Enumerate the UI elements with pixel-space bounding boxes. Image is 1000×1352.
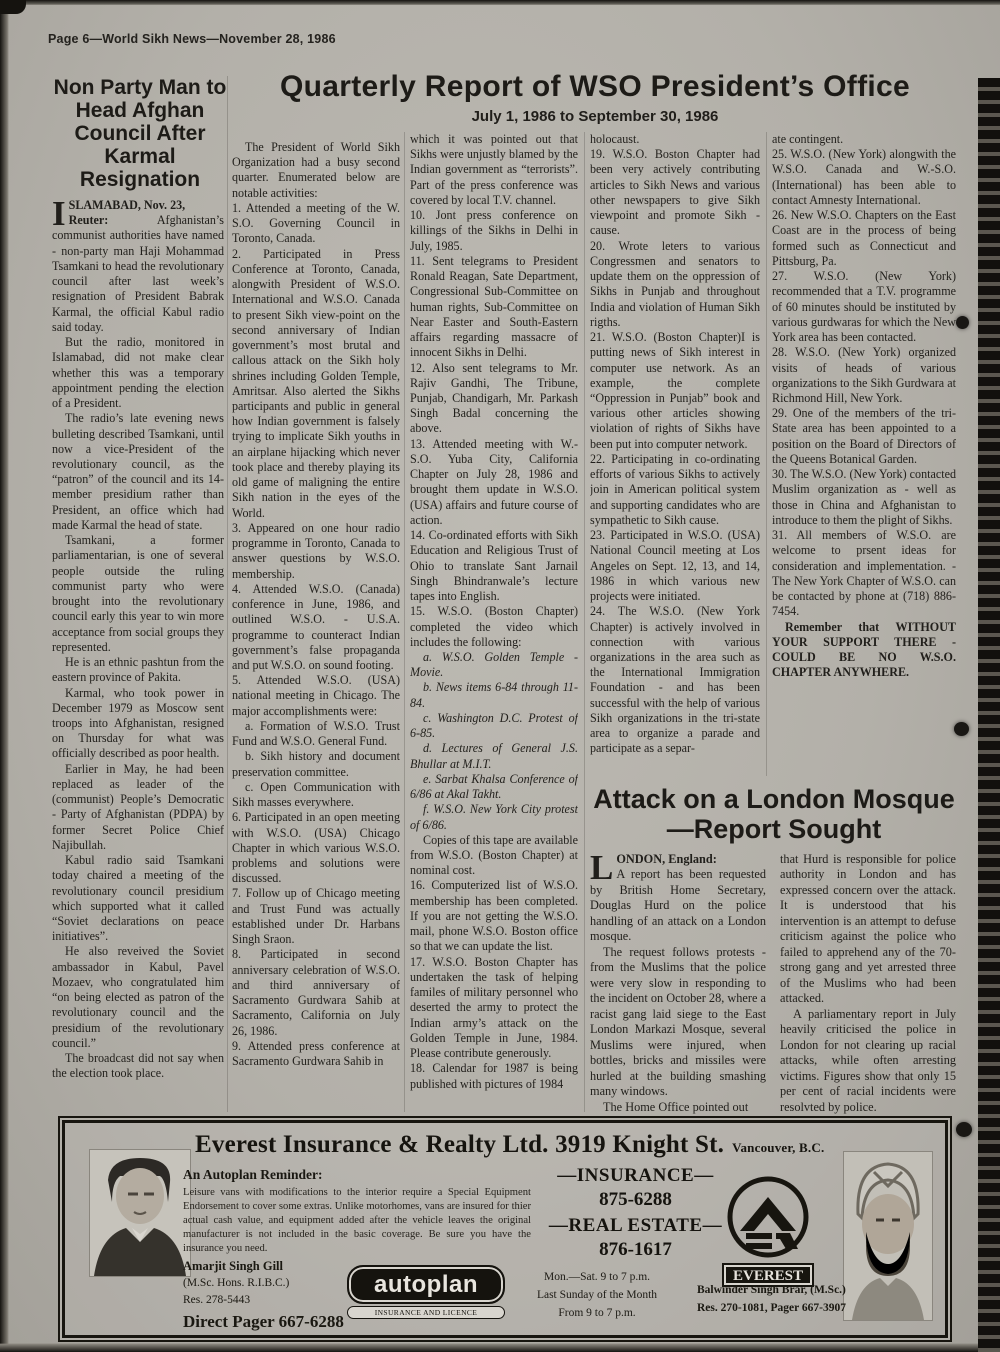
agent2-name: Balwinder Singh Brar, (M.Sc.) (697, 1284, 846, 1296)
portrait-man-turban (844, 1152, 932, 1320)
autoplan-logo-subtext: INSURANCE AND LICENCE (347, 1306, 505, 1319)
insurance-label: —INSURANCE— (557, 1165, 714, 1186)
mosque-article-headline: Attack on a London Mosque—Report Sought (593, 784, 955, 845)
hours-line: From 9 to 7 p.m. (558, 1306, 636, 1319)
paragraph: b. Sikh history and document preservation committee. (232, 749, 400, 779)
agent1-pager: Direct Pager 667-6288 (183, 1312, 344, 1332)
paragraph: 22. Participating in co-ordinating efforts of various Sikhs to actively join in American political system and supporting candidates who are sympathetic to Sikh cause. (590, 451, 760, 527)
agent2-residence-phone: Res. 270-1081, Pager 667-3907 (697, 1302, 846, 1315)
paragraph: holocaust. (590, 132, 640, 146)
agent1-residence-phone: Res. 278-5443 (183, 1293, 251, 1306)
report-subtitle: July 1, 1986 to September 30, 1986 (471, 108, 719, 125)
everest-logo-text: EVEREST (732, 1268, 804, 1284)
agent1-block (183, 1257, 344, 1335)
lead-text: Afghanistan’s communist authorities have named - non-party man Haji Mohammad Tsamkani to head the revolutionary council after last week’s resignation of President Babrak Karmal, the official Kabul radio said today. (52, 213, 224, 334)
paragraph: Copies of this tape are available from W.S.O. (Boston Chapter) at nominal cost. (410, 832, 578, 878)
afghan-article-headline: Non Party Man to Head Afghan Council After Karmal Resignation (53, 76, 227, 192)
drop-cap: L (590, 852, 614, 887)
paragraph: 6. Participated in an open meeting with W.S.O. (USA) Chicago Chapter in which various W.S.O. problems and solutions were discussed. (232, 810, 400, 886)
report-column-4 (772, 132, 956, 780)
autoplan-reminder-heading: An Autoplan Reminder: (183, 1167, 323, 1182)
paragraph: 4. Attended W.S.O. (Canada) conference in June, 1986, and outlined W.S.O. - U.S.A. programme to counteract Indian government’s false propaganda and put W.S.O. on sound footing. (232, 581, 400, 672)
paragraph: 8. Participated in second anniversary celebration of W.S.O. and third anniversary of Sacramento Gurdwara Sahib at Sacramento, California on July 26, 1986. (232, 947, 400, 1038)
scan-corner-mark (0, 0, 26, 14)
dateline: ONDON, England: (616, 852, 717, 866)
paragraph: 17. W.S.O. Boston Chapter has undertaken the task of helping familes of military personnel who deserted the army to protect the Indian army’s attack on the Golden Temple in June, 1984. Please contribute generously. (410, 954, 578, 1061)
paragraph: The request follows protests - from the Muslims that the police were very slow in responding to the incident on October 28, where a racist gang laid siege to the East London Markazi Mosque, several Muslims were injured, when bottles, bricks and missiles were hurled at the building smashing many windows. (590, 944, 766, 1099)
paragraph: that Hurd is responsible for police authority in London and has expressed concern over the attack. It is understood that his intervention is an attempt to defuse criticism against the police who failed to apprehend any of the 70-strong gang and yet arrested three of the Muslims who had been attacked. (780, 852, 956, 1006)
paragraph: e. Sarbat Khalsa Conference of 6/86 at Akal Takht. (410, 771, 578, 802)
hours-line: Last Sunday of the Month (536, 1288, 658, 1301)
mosque-column-1 (590, 852, 766, 1114)
paragraph: 10. Jont press conference on killings of the Sikhs in Delhi in July, 1985. (410, 208, 578, 253)
paragraph: Tsamkani, a former parliamentarian, is one of several people outside the ruling communist party who were brought into the revolutionary council early this year to win more acceptance from social groups they represented. (52, 533, 224, 654)
paragraph: Karmal, who took power in December 1979 as Moscow sent troops into Afghanistan, resigned on Thursday for what was officially described as poor health. (52, 685, 224, 761)
paragraph (590, 852, 766, 945)
column-rule (584, 132, 585, 1112)
paragraph: 13. Attended meeting with W.-S.O. Yuba City, California Chapter on July 28, 1986 and brought them update in W.S.O. (USA) affairs and future course of action. (410, 436, 578, 527)
hours-line: Mon.—Sat. 9 to 7 p.m. (543, 1271, 651, 1283)
mosque-column-2 (780, 852, 956, 1114)
scan-edge-bottom (0, 1343, 1000, 1352)
agent1-photo (89, 1149, 191, 1277)
agent1-name: Amarjit Singh Gill (183, 1259, 284, 1273)
everest-ad (62, 1120, 948, 1338)
autoplan-reminder-text: Leisure vans with modifications to the interior require a Special Equipment Endorsement to cover some extras. Unlike motorhomes, vans are insured for thier actual cash value, and equipment added after the vehicle leaves the original manufacturer is not included in the basic coverage. Be sure you have the insurance you need. (183, 1187, 531, 1254)
paragraph: which it was pointed out that Sikhs were unjustly blamed by the Indian government as “terrorists”. Part of the press conference was covered by local T.V. channel. (410, 132, 578, 207)
afghan-article-body (52, 198, 224, 1116)
scan-edge-top (0, 0, 1000, 5)
paragraph: 19. W.S.O. Boston Chapter had been very actively contributing articles to Sikh News and various other newspapers to give Sikh viewpoint and promote Sikh - cause. (590, 147, 760, 238)
agency-prefix: Reuter: (68, 213, 157, 228)
paragraph: He also reveived the Soviet ambassador in Kabul, Pavel Mozaev, who congratulated him “on being elected as patron of the revolutionary council and the presidium of the revolutionary council.” (52, 944, 224, 1050)
paragraph: 24. The W.S.O. (New York Chapter) is actively involved in connection with various organizations in the area such as the International Immigration Foundation - and has been successful with the help of various Sikh organizations in the tri-state area to organize a parade and participate as a separ- (590, 604, 760, 756)
paragraph (52, 198, 224, 335)
paragraph: 30. The W.S.O. (New York) contacted Muslim organization as - well as those in China and Afghanistan to introduce to them the plight of Sikhs. (772, 467, 956, 527)
paragraph: b. News items 6-84 through 11-84. (410, 680, 578, 710)
report-column-1 (232, 140, 400, 1112)
column-rule (227, 76, 228, 1112)
paragraph: ate contingent. (772, 132, 844, 146)
agent2-block (697, 1281, 846, 1318)
paragraph: He is an ethnic pashtun from the eastern province of Pakita. (52, 655, 224, 685)
paragraph: 9. Attended press conference at Sacramento Gurdwara Sahib in (232, 1038, 400, 1069)
paragraph: A parliamentary report in July heavily criticised the police in London for not clearing up racial attacks, while often arresting victims. Figures show that only 15 per cent of racial incidents were resolvted by police. (780, 1006, 956, 1114)
paragraph: 7. Follow up of Chicago meeting and Trust Fund was actually established under Dr. Harbans Singh Sraon. (232, 886, 400, 947)
paragraph: 12. Also sent telegrams to Mr. Rajiv Gandhi, The Tribune, Punjab, Chandigarh, Mr. Parkash Singh Badal concerning the above. (410, 360, 578, 436)
binding-hole (956, 1122, 972, 1137)
paragraph: 21. W.S.O. (Boston Chapter)I is putting news of Sikh interest in computer use network. As an example, the complete “Oppression in Punjab” book and various other articles showing violation of rights of Sikhs have been put into computer network. (590, 330, 760, 451)
paragraph: 31. All members of W.S.O. are welcome to prsent ideas for consideration and implementation. - The New York Chapter of W.S.O. can be contacted by phone at (718) 886-7454. (772, 528, 956, 619)
paragraph: 1. Attended a meeting of the W. S.O. Governing Council in Toronto, Canada. (232, 200, 400, 246)
binding-hole (956, 316, 969, 329)
paragraph: 16. Computerized list of W.S.O. membership has been completed. If you are not getting the W.S.O. mail, phone W.S.O. Boston office so that we can update the list. (410, 878, 578, 954)
autoplan-logo-icon (347, 1265, 505, 1319)
ad-hours (513, 1269, 681, 1322)
paragraph: 14. Co-ordinated efforts with Sikh Education and Religious Trust of Ohio to translate Sant Jarnail Singh Bhindranwale’s lecture tapes into English. (410, 528, 578, 604)
drop-cap: I (52, 198, 66, 233)
paragraph: The broadcast did not say when the election took place. (52, 1051, 224, 1081)
scan-edge-left (0, 0, 9, 1352)
paragraph: f. W.S.O. New York City protest of 6/86. (410, 802, 578, 832)
agent1-qualification: (M.Sc. Hons. R.I.B.C.) (183, 1277, 290, 1290)
paragraph: d. Lectures of General J.S. Bhullar at M.I.T. (410, 741, 578, 771)
paragraph: Earlier in May, he had been replaced as leader of the (communist) People’s Democratic - Party of Afghanistan (PDPA) by former Secret Police Chief Najibullah. (52, 761, 224, 852)
column-rule (404, 132, 405, 1112)
agent2-photo (843, 1151, 933, 1321)
ad-city: Vancouver, B.C. (732, 1140, 825, 1155)
report-column-3 (590, 132, 760, 778)
paragraph: 20. Wrote leters to various Congressmen and senators to update them on the oppression of Sikhs in Punjab and throughout India and violation of Human Sikh rigths. (590, 238, 760, 329)
paragraph: 25. W.S.O. (New York) alongwith the W.S.O. Canada and W.-S.O. (International) has been able to contact Amnesty International. (772, 147, 956, 207)
paragraph: But the radio, monitored in Islamabad, did not make clear whether this was a temporary appointment pending the election of a President. (52, 335, 224, 411)
paragraph: 18. Calendar for 1987 is being published with pictures of 1984 (410, 1061, 578, 1091)
paragraph: 23. Participated in W.S.O. (USA) National Council meeting at Los Angeles on Sept. 12, 13, and 14, 1986 in which various new projects were initiated. (590, 528, 760, 604)
report-headline: Quarterly Report of WSO President’s Office (280, 70, 910, 103)
paragraph: Remember that WITHOUT YOUR SUPPORT THERE - COULD BE NO W.S.O. CHAPTER ANYWHERE. (772, 619, 956, 680)
autoplan-logo-text: autoplan (374, 1271, 478, 1298)
paragraph: Kabul radio said Tsamkani today chaired a meeting of the revolutionary council presidium which supported what it called “Soviet declarations on peace initiatives”. (52, 853, 224, 944)
ad-phone-block (533, 1165, 738, 1265)
paragraph: c. Washington D.C. Protest of 6-85. (410, 710, 578, 741)
paragraph: a. Formation of W.S.O. Trust Fund and W.S.O. General Fund. (232, 718, 400, 749)
insurance-phone: 875-6288 (599, 1189, 672, 1210)
paragraph: 2. Participated in Press Conference at Toronto, Canada, alongwith President of W.S.O. International and W.S.O. Canada to present Sikh view-point on the second anniversary of Indian government’s most brutal and callous attack on the Sikh holy shrines including Golden Temple, Amritsar. Also alerted the Sikhs participants and public in general how Indian government is falsely trying to implicate Sikh youths in an airplane hijacking which never took place and thereby playing its old game of maligning the entire Sikh nation in the eyes of the World. (232, 246, 400, 520)
paragraph: 29. One of the members of the tri-State area has been appointed to a position on the Board of Directors of the Queens Botanical Garden. (772, 406, 956, 466)
portrait-man-suit (90, 1150, 190, 1276)
page-header: Page 6—World Sikh News—November 28, 1986 (48, 32, 336, 46)
lead-text: A report has been requested by British Home Secretary, Douglas Hurd on the police handling of an attack on a London mosque. (590, 867, 766, 944)
paragraph: 5. Attended W.S.O. (USA) national meeting in Chicago. The major accomplishments were: (232, 673, 400, 718)
everest-logo-icon (720, 1173, 816, 1296)
dateline: SLAMABAD, Nov. 23, (68, 198, 186, 212)
paragraph: 11. Sent telegrams to President Ronald Reagan, Sate Department, Congressional Sub-Committee on human rights, Sub-Committee on Near Easter and South-Eastern affairs regarding massacre of innocent Sikhs in Delhi. (410, 253, 578, 360)
paragraph: The Home Office pointed out (603, 1099, 749, 1114)
ad-title-text: Everest Insurance & Realty Ltd. 3919 Knight St. (195, 1131, 725, 1158)
paragraph: 15. W.S.O. (Boston Chapter) completed the video which includes the following: (410, 604, 578, 649)
report-column-2 (410, 132, 578, 1114)
paragraph: The radio’s late evening news bulleting described Tsamkani, until now a vice-President of the revolutionary council, as the “patron” of the council and its 14-member presidium rather than President, an office which had made Karmal the head of state. (52, 411, 224, 532)
realestate-label: —REAL ESTATE— (548, 1215, 723, 1236)
paragraph: a. W.S.O. Golden Temple - Movie. (410, 649, 578, 680)
binding-hole (954, 722, 969, 736)
paragraph: 26. New W.S.O. Chapters on the East Coast are in the process of being formed such as Connecticut and Pittsburg, Pa. (772, 208, 956, 268)
paragraph: The President of World Sikh Organization had a busy second quarter. Enumerated below are notable activities: (232, 140, 400, 200)
realestate-phone: 876-1617 (599, 1239, 672, 1260)
paragraph: c. Open Communication with Sikh masses everywhere. (232, 779, 400, 810)
paragraph: 27. W.S.O. (New York) recommended that a T.V. programme of 60 minutes should be instituted by various gurdwaras for which the New York area has been contacted. (772, 269, 956, 345)
column-rule (766, 132, 767, 776)
paragraph: 3. Appeared on one hour radio programme in Toronto, Canada to answer questions by W.S.O. membership. (232, 520, 400, 581)
binding-edge (978, 78, 1000, 1352)
paragraph: 28. W.S.O. (New York) organized visits of heads of various organizations to the Sikh Gurdwara at Richmond Hill, New York. (772, 345, 956, 405)
ad-title (195, 1131, 825, 1159)
